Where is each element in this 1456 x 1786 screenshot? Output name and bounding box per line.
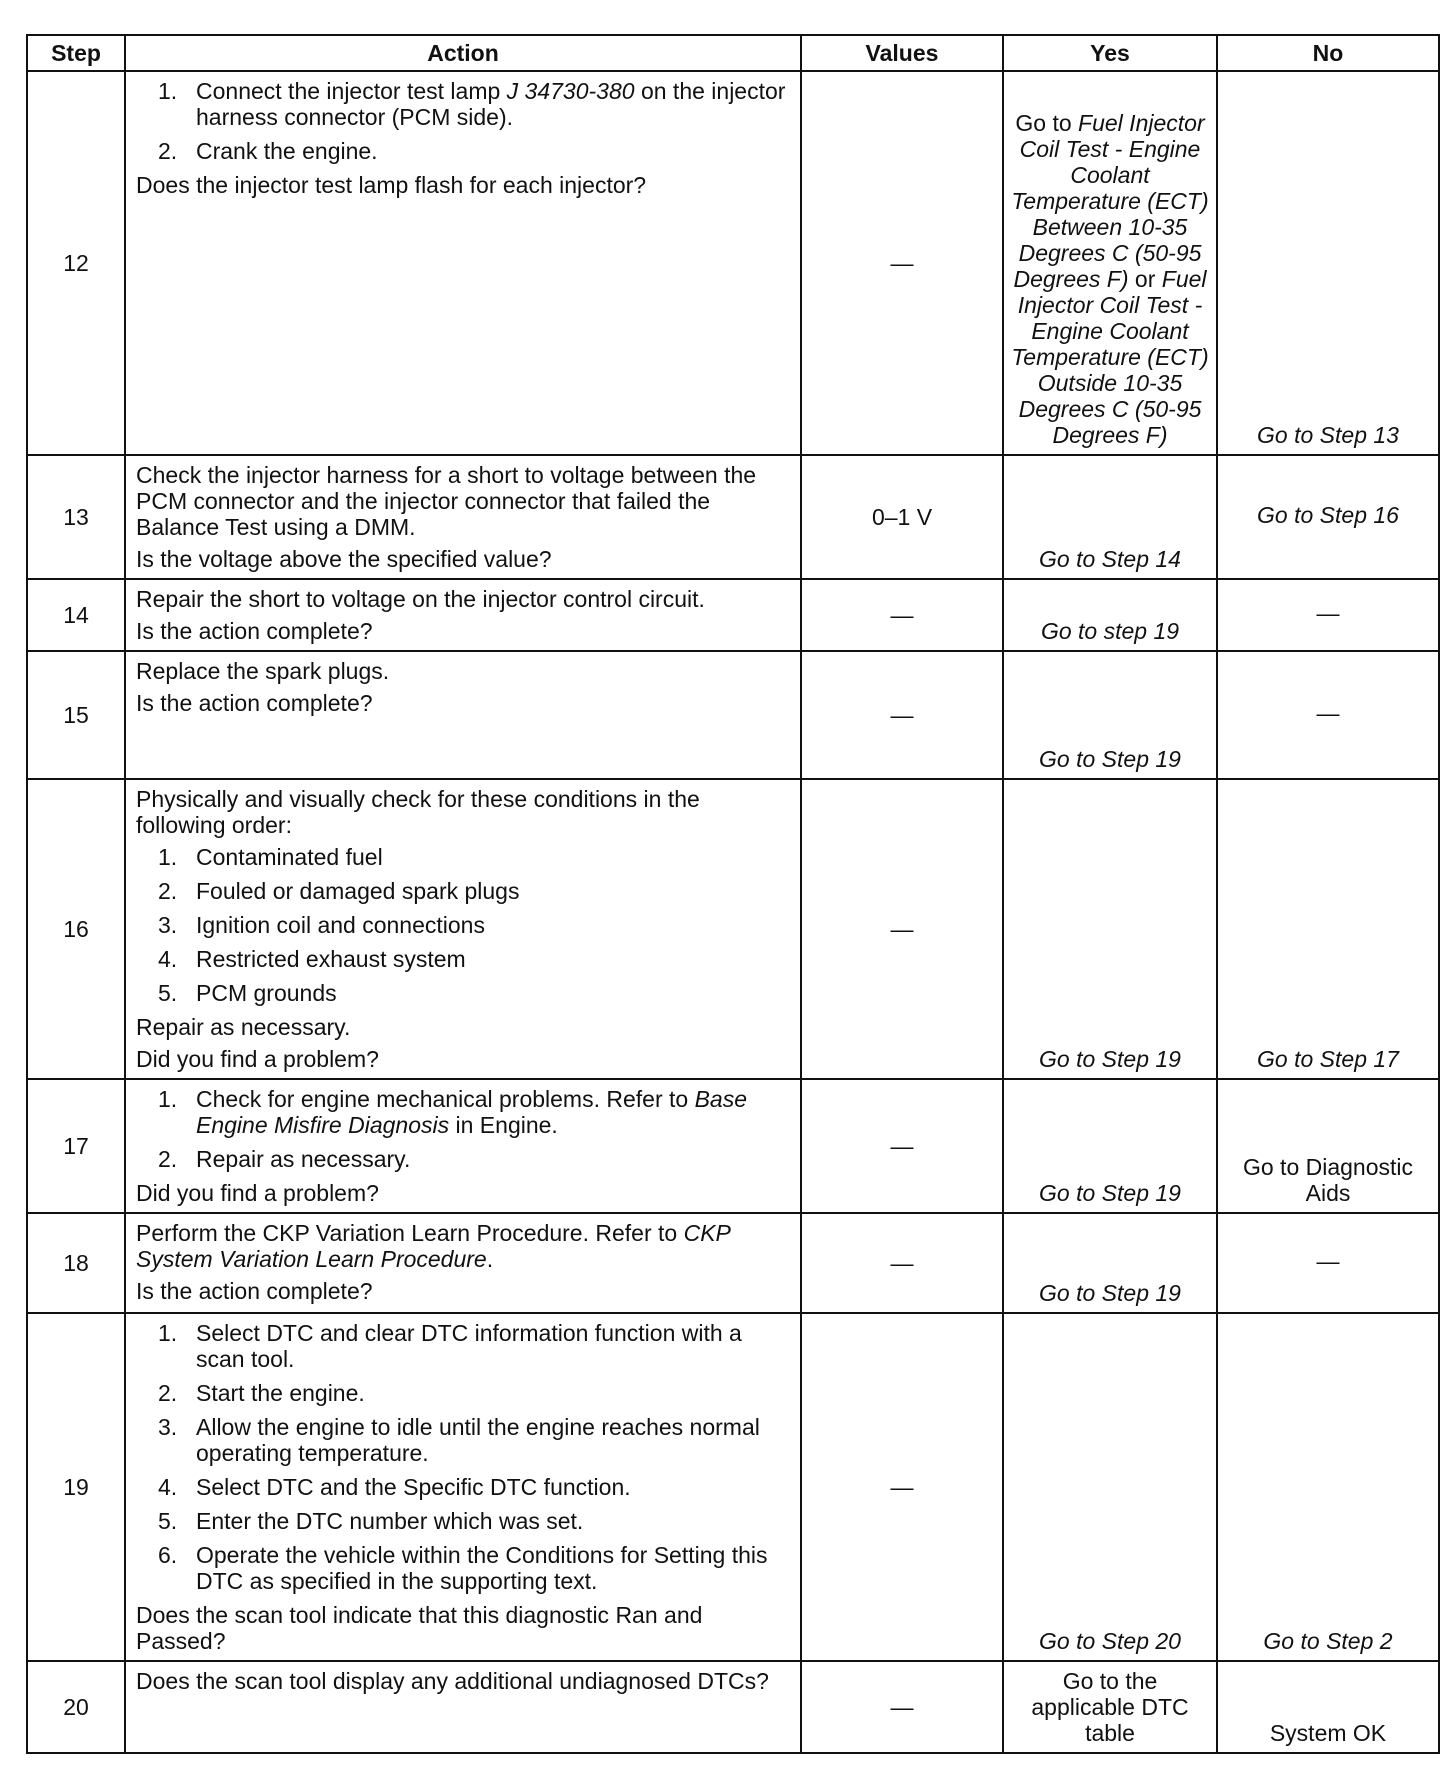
table-row-step-18	[27, 1213, 1439, 1313]
goto-step-link[interactable]: Go to step 19	[1040, 618, 1180, 644]
yes-cell	[1003, 455, 1217, 579]
values-cell: —	[801, 1313, 1003, 1661]
no-cell	[1217, 779, 1439, 1079]
no-cell: —	[1217, 651, 1439, 779]
action-question: Did you find a problem?	[136, 1180, 379, 1206]
header-yes: Yes	[1003, 35, 1217, 71]
goto-step-link[interactable]: Go to Step 17	[1257, 1046, 1399, 1072]
list-item: 4. Restricted exhaust system	[158, 946, 466, 972]
values-cell: —	[801, 1079, 1003, 1213]
action-after: Repair as necessary.	[136, 1014, 351, 1040]
action-cell	[125, 1213, 801, 1313]
table-row-step-17	[27, 1079, 1439, 1213]
action-text: Perform the CKP Variation Learn Procedure. Refer to CKP System Variation Learn Procedure.	[136, 1220, 731, 1272]
action-cell	[125, 1313, 801, 1661]
goto-step-link[interactable]: Go to Step 14	[1039, 546, 1181, 572]
list-item: 2. Start the engine.	[158, 1380, 365, 1406]
values-cell: —	[801, 779, 1003, 1079]
goto-step-link[interactable]: Go to Step 19	[1039, 1280, 1181, 1306]
values-cell: —	[801, 1661, 1003, 1753]
no-cell	[1217, 455, 1439, 579]
list-item: 6. Operate the vehicle within the Conditions for Setting this DTC as specified in the supporting text.	[158, 1542, 768, 1594]
header-action: Action	[125, 35, 801, 71]
no-cell	[1217, 1313, 1439, 1661]
action-cell	[125, 1079, 801, 1213]
action-question: Is the action complete?	[136, 618, 373, 644]
values-cell: —	[801, 1213, 1003, 1313]
action-question: Is the action complete?	[136, 1278, 373, 1304]
goto-step-link[interactable]: Go to Step 13	[1257, 422, 1399, 448]
yes-cell	[1003, 1661, 1217, 1753]
step-number: 12	[27, 71, 125, 455]
action-text: Check the injector harness for a short to voltage between the PCM connector and the injector connector that failed the Balance Test using a DMM.	[136, 462, 757, 540]
list-item: 1. Check for engine mechanical problems. Refer to Base Engine Misfire Diagnosis in Engine.	[158, 1086, 748, 1138]
condition-list	[136, 844, 788, 1006]
table-row-step-20	[27, 1661, 1439, 1753]
fuel-injector-link-1[interactable]: Fuel Injector Coil Test - Engine Coolant Temperature (ECT) Between 10-35 Degrees C (50-95 Degrees F)	[1011, 110, 1209, 292]
list-item: 3. Allow the engine to idle until the engine reaches normal operating temperature.	[158, 1414, 760, 1466]
step-number: 18	[27, 1213, 125, 1313]
goto-step-link[interactable]: Go to Step 2	[1263, 1628, 1393, 1654]
list-item: 1. Contaminated fuel	[158, 844, 383, 870]
step-number: 16	[27, 779, 125, 1079]
header-step: Step	[27, 35, 125, 71]
action-cell	[125, 651, 801, 779]
yes-cell	[1003, 579, 1217, 651]
no-cell	[1217, 1079, 1439, 1213]
table-row-step-19	[27, 1313, 1439, 1661]
yes-cell	[1003, 651, 1217, 779]
dtc-table-link[interactable]: Go to the applicable DTC table	[1031, 1668, 1189, 1746]
step-number: 19	[27, 1313, 125, 1661]
action-cell	[125, 579, 801, 651]
no-cell: System OK	[1217, 1661, 1439, 1753]
action-question: Does the scan tool indicate that this diagnostic Ran and Passed?	[136, 1602, 703, 1654]
action-text: Replace the spark plugs.	[136, 658, 390, 684]
goto-step-link[interactable]: Go to Step 16	[1257, 502, 1399, 528]
step-number: 13	[27, 455, 125, 579]
goto-step-link[interactable]: Go to Step 19	[1039, 746, 1181, 772]
procedure-list	[136, 1320, 788, 1594]
list-item: 2. Crank the engine.	[158, 138, 378, 164]
header-no: No	[1217, 35, 1439, 71]
fuel-injector-link-2[interactable]: Fuel Injector Coil Test - Engine Coolant Temperature (ECT) Outside 10-35 Degrees C (50-95 Degrees F)	[1011, 266, 1209, 448]
action-list	[136, 1086, 788, 1172]
no-cell: —	[1217, 579, 1439, 651]
yes-cell	[1003, 1313, 1217, 1661]
table-row-step-16	[27, 779, 1439, 1079]
action-cell	[125, 1661, 801, 1753]
step-number: 17	[27, 1079, 125, 1213]
list-item: 5. Enter the DTC number which was set.	[158, 1508, 584, 1534]
table-row-step-12	[27, 71, 1439, 455]
step-number: 14	[27, 579, 125, 651]
action-question: Does the scan tool display any additional undiagnosed DTCs?	[136, 1668, 769, 1694]
list-item: 1. Select DTC and clear DTC information function with a scan tool.	[158, 1320, 742, 1372]
list-item: 5. PCM grounds	[158, 980, 337, 1006]
table-row-step-13	[27, 455, 1439, 579]
action-cell	[125, 71, 801, 455]
no-cell: —	[1217, 1213, 1439, 1313]
table-row-step-15	[27, 651, 1439, 779]
step-number: 20	[27, 1661, 125, 1753]
list-item: 4. Select DTC and the Specific DTC function.	[158, 1474, 631, 1500]
action-question: Does the injector test lamp flash for each injector?	[136, 172, 647, 198]
action-list	[136, 78, 788, 164]
action-text: Repair the short to voltage on the injector control circuit.	[136, 586, 705, 612]
values-cell: 0–1 V	[801, 455, 1003, 579]
ckp-procedure-link[interactable]: CKP System Variation Learn Procedure	[136, 1220, 731, 1272]
table-row-step-14	[27, 579, 1439, 651]
values-cell: —	[801, 579, 1003, 651]
header-values: Values	[801, 35, 1003, 71]
yes-cell	[1003, 779, 1217, 1079]
list-item: 3. Ignition coil and connections	[158, 912, 485, 938]
yes-text: Go to Fuel Injector Coil Test - Engine Coolant Temperature (ECT) Between 10-35 Degrees C (50-95 Degrees F) or Fuel Injector Coil Test - Engine Coolant Temperature (ECT) Outside 10-35 Degrees C (50-95 Degrees F)	[1011, 110, 1209, 448]
action-question: Did you find a problem?	[136, 1046, 379, 1072]
yes-cell	[1003, 1213, 1217, 1313]
goto-step-link[interactable]: Go to Step 19	[1039, 1180, 1181, 1206]
list-item: 2. Fouled or damaged spark plugs	[158, 878, 520, 904]
values-cell: —	[801, 651, 1003, 779]
list-item: 2. Repair as necessary.	[158, 1146, 411, 1172]
list-item: 1. Connect the injector test lamp J 34730-380 on the injector harness connector (PCM side).	[158, 78, 786, 130]
header-row	[27, 35, 1439, 71]
values-cell: —	[801, 71, 1003, 455]
step-number: 15	[27, 651, 125, 779]
goto-step-link[interactable]: Go to Step 20	[1039, 1628, 1181, 1654]
yes-cell	[1003, 1079, 1217, 1213]
action-cell	[125, 455, 801, 579]
goto-step-link[interactable]: Go to Step 19	[1039, 1046, 1181, 1072]
goto-diagnostic-aids-link[interactable]: Go to Diagnostic Aids	[1242, 1154, 1414, 1206]
action-cell	[125, 779, 801, 1079]
no-cell	[1217, 71, 1439, 455]
action-question: Is the action complete?	[136, 690, 373, 716]
action-text: Physically and visually check for these conditions in the following order:	[136, 786, 700, 838]
diagnostic-table	[26, 34, 1440, 1754]
action-question: Is the voltage above the specified value?	[136, 546, 552, 572]
yes-cell	[1003, 71, 1217, 455]
